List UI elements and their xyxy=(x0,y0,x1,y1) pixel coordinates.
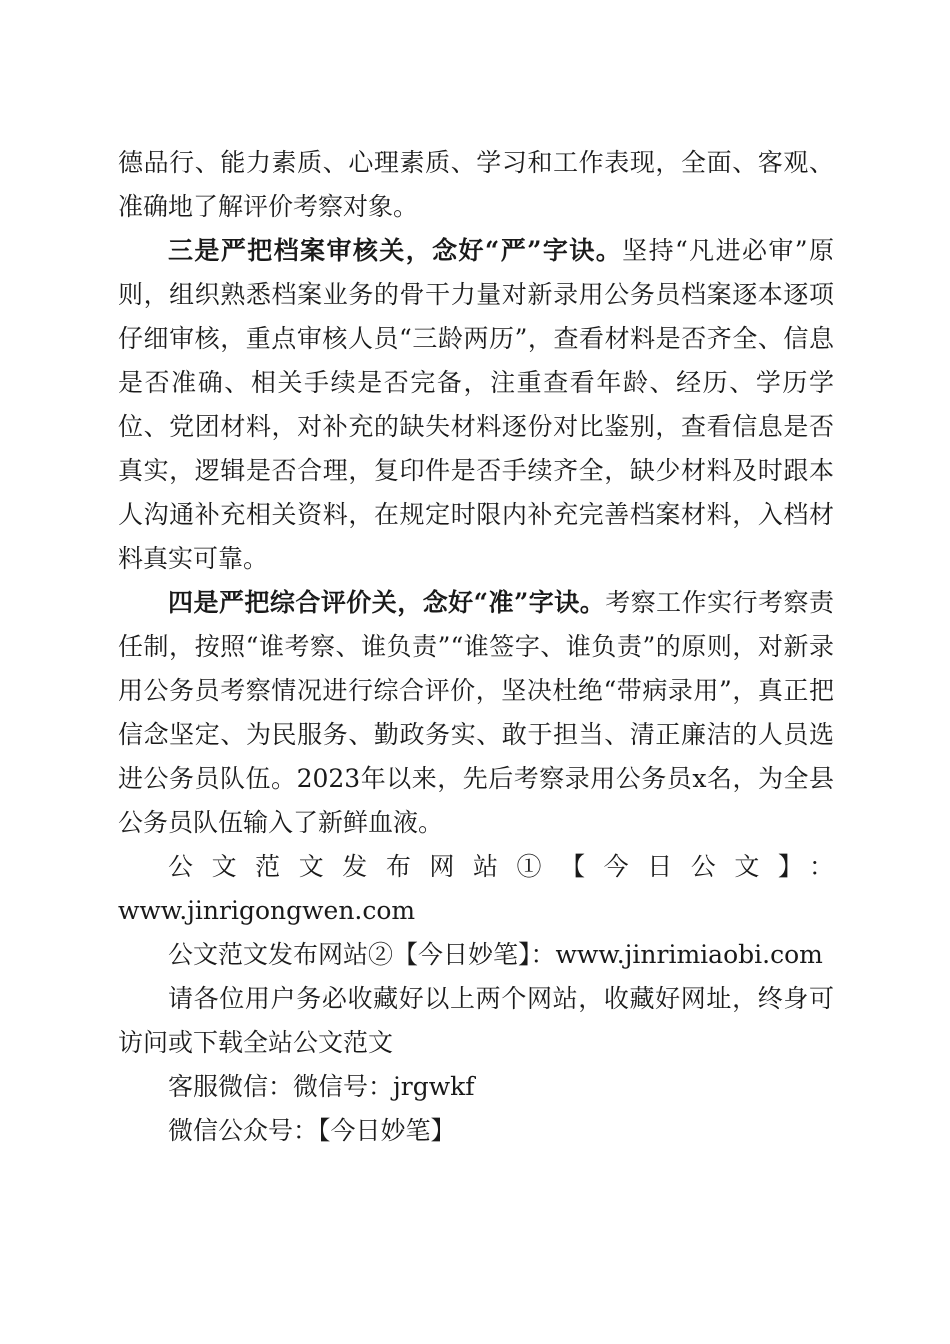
paragraph-continuation: 德品行、能力素质、心理素质、学习和工作表现，全面、客观、准确地了解评价考察对象。 xyxy=(118,148,834,221)
footer-site2[interactable]: 公文范文发布网站②【今日妙笔】：www.jinrimiaobi.com xyxy=(168,940,823,969)
paragraph-archive-review xyxy=(118,229,834,581)
footer-site1-url[interactable]: www.jinrigongwen.com xyxy=(118,896,416,925)
footer-notice: 请各位用户务必收藏好以上两个网站，收藏好网址，终身可访问或下载全站公文范文 xyxy=(118,984,834,1057)
paragraph-comprehensive-evaluation xyxy=(118,581,834,845)
paragraph-body: 坚持“凡进必审”原则，组织熟悉档案业务的骨干力量对新录用公务员档案逐本逐项仔细审核，重点审核人员“三龄两历”，查看材料是否齐全、信息是否准确、相关手续是否完备，注重查看年龄、经历、学历学位、党团材料，对补充的缺失材料逐份对比鉴别，查看信息是否真实，逻辑是否合理，复印件是否手续齐全，缺少材料及时跟本人沟通补充相关资料，在规定时限内补充完善档案材料，入档材料真实可靠。 xyxy=(118,236,835,573)
paragraph-heading: 四是严把综合评价关，念好“准”字诀。 xyxy=(168,588,606,617)
paragraph-body: 考察工作实行考察责任制，按照“谁考察、谁负责”“谁签字、谁负责”的原则，对新录用公务员考察情况进行综合评价，坚决杜绝“带病录用”，真正把信念坚定、为民服务、勤政务实、敢于担当、清正廉洁的人员选进公务员队伍。2023年以来，先后考察录用公务员x名，为全县公务员队伍输入了新鲜血液。 xyxy=(118,588,834,837)
paragraph-heading: 三是严把档案审核关，念好“严”字诀。 xyxy=(168,236,623,265)
document-page xyxy=(118,141,834,1153)
footer-site1-label: 公文范文发布网站①【今日公文】： xyxy=(168,852,834,881)
footer-wechat-service: 客服微信：微信号：jrgwkf xyxy=(168,1072,475,1101)
footer-wechat-official: 微信公众号：【今日妙笔】 xyxy=(168,1116,456,1145)
